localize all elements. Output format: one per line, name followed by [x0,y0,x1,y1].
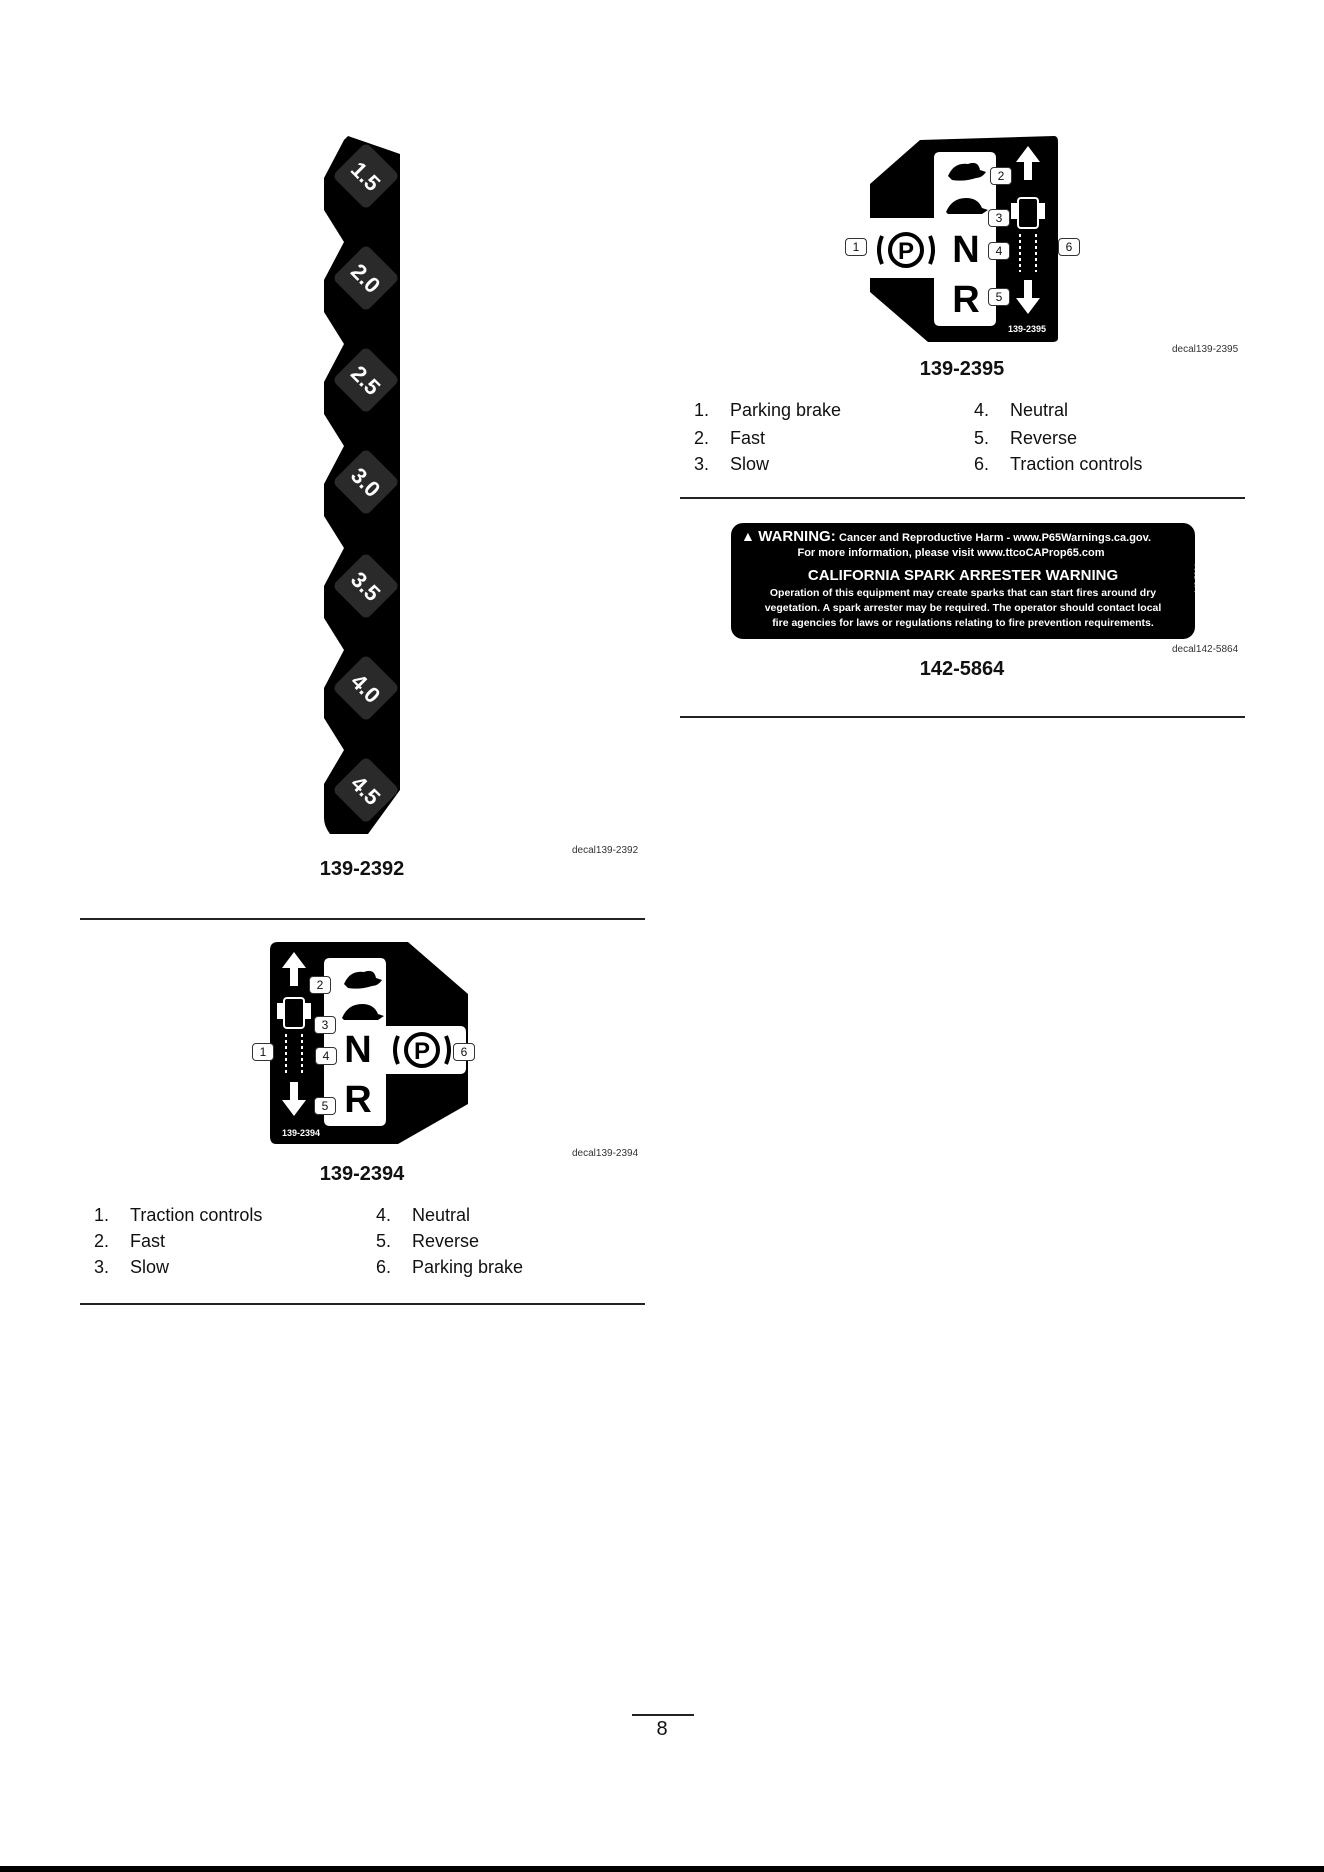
divider [680,716,1245,718]
part-number-139-2394: 139-2394 [319,1163,405,1185]
legend-item: 2. Fast [694,428,766,448]
legend-139-2395 [694,397,1234,477]
legend-item: 1. Traction controls [94,1205,263,1225]
decal-code-142-5864: decal142-5864 [1172,644,1239,655]
inner-decal-code: 139-2394 [282,1128,321,1138]
callout: 1 [845,238,867,256]
speed-tab-label: 3.0 [345,462,386,503]
reverse-letter: R [344,1079,372,1121]
decal-code-139-2395: decal139-2395 [1172,344,1239,355]
legend-item: 5. Reverse [974,428,1078,448]
callout: 6 [453,1043,475,1061]
warning-info-line: For more information, please visit www.ttcoCAProp65.com [797,547,1105,559]
legend-item: 4. Neutral [974,400,1069,420]
warning-label: WARNING: [758,528,836,545]
decal-code-139-2392: decal139-2392 [572,845,639,856]
callout: 5 [314,1097,336,1115]
callout: 2 [309,976,331,994]
neutral-letter: N [344,1029,372,1071]
warning-triangle-icon: ▲ [741,528,755,544]
callout: 1 [252,1043,274,1061]
callout: 5 [988,288,1010,306]
callout: 3 [314,1016,336,1034]
speed-tab-label: 1.5 [345,156,386,197]
svg-text:P: P [413,1038,431,1065]
reverse-letter: R [952,279,980,321]
warning-body-line: vegetation. A spark arrester may be required. The operator should contact local [764,602,1162,614]
decal-142-5864-graphic [731,523,1202,639]
decal-139-2395-graphic [856,132,1062,346]
legend-item: 3. Slow [94,1257,170,1277]
page-number: 8 [656,1718,668,1740]
legend-item: 3. Slow [694,454,770,474]
decal-139-2392-graphic [318,130,410,846]
inner-decal-code: 139-2395 [1008,324,1047,334]
callout: 3 [988,209,1010,227]
warning-body-line: Operation of this equipment may create sparks that can start fires around dry [769,587,1157,599]
legend-item: 2. Fast [94,1231,166,1251]
neutral-letter: N [952,229,980,271]
svg-text:P: P [897,238,915,265]
part-number-139-2395: 139-2395 [919,358,1005,380]
divider [680,497,1245,499]
legend-item: 4. Neutral [376,1205,471,1225]
callout: 6 [1058,238,1080,256]
callout: 2 [990,167,1012,185]
legend-139-2394 [94,1202,634,1282]
bottom-edge [0,1866,1324,1872]
speed-tab-label: 2.5 [345,360,386,401]
warning-heading: CALIFORNIA SPARK ARRESTER WARNING [807,567,1119,584]
warning-prop65-text: Cancer and Reproductive Harm - www.P65Warnings.ca.gov. [839,532,1151,544]
divider [80,1303,645,1305]
warning-body-line: fire agencies for laws or regulations relating to fire prevention requirements. [772,617,1154,629]
legend-item: 1. Parking brake [694,400,842,420]
speed-tab-label: 4.5 [345,770,386,811]
speed-tab-label: 3.5 [345,566,386,607]
warning-side-code: 142-5864 [1194,563,1202,594]
callout: 4 [315,1047,337,1065]
page-number-rule [632,1714,694,1716]
speed-tab-label: 4.0 [345,668,386,709]
warning-line [741,528,1189,545]
part-number-139-2392: 139-2392 [319,858,405,880]
legend-item: 6. Traction controls [974,454,1143,474]
speed-tab-label: 2.0 [345,258,386,299]
part-number-142-5864: 142-5864 [919,658,1005,680]
decal-139-2394-graphic [248,938,478,1150]
legend-item: 5. Reverse [376,1231,480,1251]
decal-code-139-2394: decal139-2394 [572,1148,639,1159]
legend-item: 6. Parking brake [376,1257,524,1277]
divider [80,918,645,920]
callout: 4 [988,242,1010,260]
